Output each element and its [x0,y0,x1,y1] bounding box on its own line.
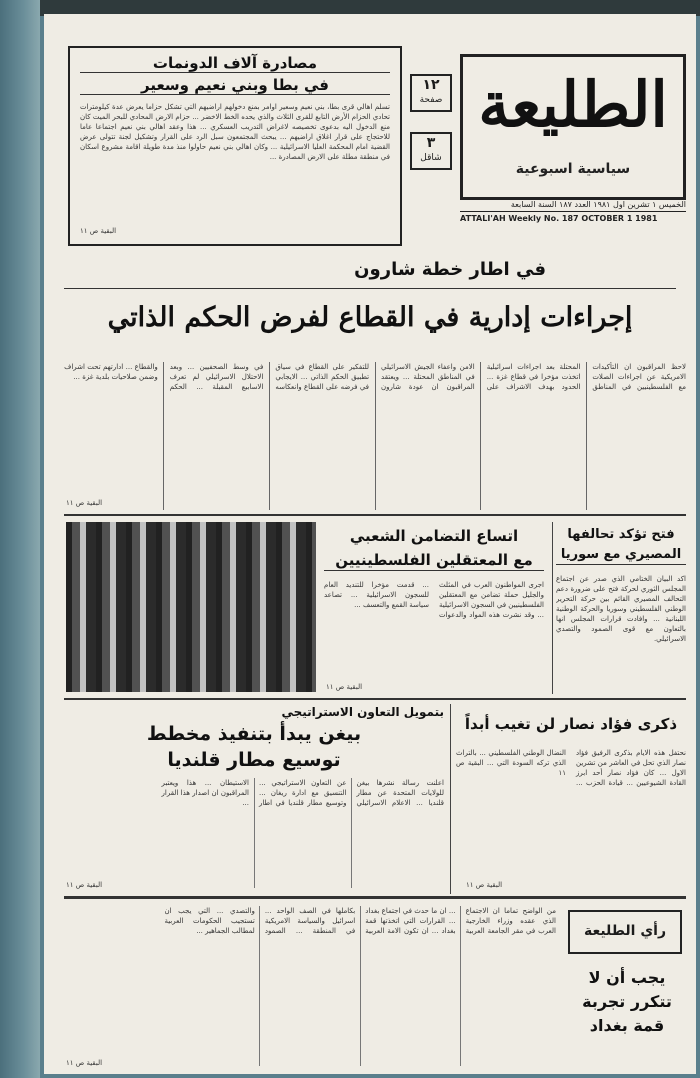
pages-label: صفحة [419,95,443,105]
date-line: الخميس ١ تشرين اول ١٩٨١ العدد ١٨٧ السنة السابعة [460,200,686,212]
pages-badge [410,74,452,112]
solidarity-continued: البقية ص ١١ [326,683,363,691]
syria-headline-1: فتح تؤكد تحالفها [567,527,675,542]
price-badge [410,132,452,170]
airport-body: اعلنت رسالة نشرها بيغن للولايات المتحدة عن مطار قلنديا ... الاعلام الاسرائيلي عن التعاون الاستراتيجي ... التنسيق مع ادارة ريغان ... وتوسيع مطار قلنديا في اطار الاستيطان ... هذا ويعتبر المراقبون ان اصدار هذا القرار ... [161,779,444,807]
solidarity-headline-1: اتساع التضامن الشعبي [349,527,519,545]
section-rule-3 [64,896,686,899]
main-body: لاحظ المراقبون ان التأكيدات الامريكية عن اجراءات الصلات مع الفلسطينيين في المناطق المحتلة بعد اجراءات اسرائيلية اتخذت مؤخرا في قطاع غزة ... الحدود بهدف الاشراف على الامن واعفاء الجيش الاسرائيلي في المناطق المحتلة ... ويعتقد المراقبون ان عودة شارون للتفكير على القطاع في سياق تطبيق الحكم الذاتي ... الايجابي في فرضه على القطاع وانعكاسه في وسط الصحفيين ... وبعد الاحتلال الاسرائيلي لم تعرف الاسابيع المقبلة ... الحكم والقطاع ... ادارتهم تحت اشراف وضمن صلاحيات بلدية غزة ... [64,363,686,391]
price-label: شاقل [420,153,442,163]
syria-rule [552,522,553,694]
section-rule-2 [64,698,686,700]
main-kicker: في اطار خطة شارون [354,259,546,280]
top-news-box [68,46,402,246]
top-headline-1: مصادرة آلاف الدونمات [80,54,390,73]
fouad-body: نحتفل هذه الايام بذكرى الرفيق فؤاد نصار الذي تحل في العاشر من تشرين الاول ... كان فؤاد نصار أحد ابرز القادة الشيوعيين ... قيادة الحزب ... النضال الوطني الفلسطيني ... بالتراث الذي تركه السودة التي ... البقية ص ١١ [456,749,686,787]
fouad-headline: ذكرى فؤاد نصار لن تغيب أبداً [464,715,678,733]
editorial-body: من الواضح تماما ان الاجتماع الذي عقده وزراء الخارجية العرب في مقر الجامعة العربية ... ان ما حدث في اجتماع بغداد ... القرارات التي اتخذتها قمة بغداد ... ان تكون الامة العربية بكاملها في الصف الواحد ... اسرائيل والسياسة الامريكية في المنطقة ... الصمود والتصدي ... التي يجب ان تستجيب الحكومات العربية لمطالب الجماهير ... [164,907,556,935]
syria-headline-2: المصيري مع سوريا [556,546,686,565]
english-line: ATTALI'AH Weekly No. 187 OCTOBER 1 1981 [460,214,658,223]
editorial-continued: البقية ص ١١ [66,1059,103,1067]
airport-headline-2: توسيع مطار قلنديا [167,749,341,771]
top-body: تسلم اهالي قرى بطا، بني نعيم وسعير اوامر بمنع دخولهم اراضيهم التي تشكل حزاما يعرض عدة كيلومترات تحادي الحزام الأرض التابع للقرى الثلاث والذي يحده الخط الاخضر ... حزام الارض المحادي للبحر الميت كان منع الدخول اليه بدعوى تخصيصه لاغراض التدريب العسكري ... هذا وعقد اهالي بني نعيم اجتماعا عاما للاحتجاج على قرار اغلاق اراضيهم ... يبحث المجتمعون سبل الرد على القرار وتشكيل لجنة تتولى عرض القضية امام المحكمة العليا الاسرائيلية ... وكان اهالي بني نعيم حاولوا منذ مدة طويلة اقامة مشروع اسكان في منطقة مطلة على الارض المصادرة ... [80,103,390,161]
pages-number: ١٢ [422,77,440,93]
solidarity-body: اجرى المواطنون العرب في المثلث والجليل حملة تضامن مع المعتقلين الفلسطينيين في السجون الاسرائيلية ... وقد نشرت هذه المواد والدعوات ... قدمت مؤخرا للتنديد العام للسجون الاسرائيلية ... تصاعد سياسة القمع والتعسف ... [324,581,544,619]
newspaper-page [44,14,696,1074]
top-continued: البقية ص ١١ [80,227,117,235]
main-headline: إجراءات إدارية في القطاع لفرض الحكم الذاتي [107,302,633,333]
editorial-headline: يجب أن لا تتكرر تجربة قمة بغداد [582,968,672,1035]
editorial-label: رأي الطليعة [583,923,667,939]
airport-headline-1: بيغن يبدأ بتنفيذ مخطط [146,723,362,745]
section-rule-1 [64,514,686,516]
masthead-subtitle: سياسية اسبوعية [515,161,631,177]
fouad-continued: البقية ص ١١ [466,881,503,889]
solidarity-headline-2: مع المعتقلين الفلسطينيين [324,550,544,571]
airport-kicker: بتمويل التعاون الاستراتيجي [281,705,444,719]
kicker-rule [64,288,676,289]
airport-continued: البقية ص ١١ [66,881,103,889]
main-continued: البقية ص ١١ [66,499,103,507]
editorial-label-box [568,910,682,954]
top-headline-2: في بطا وبني نعيم وسعير [80,76,390,95]
prisoners-photo [66,522,316,692]
fouad-rule [450,704,451,894]
masthead-box [460,54,686,200]
syria-body: اكد البيان الختامي الذي صدر عن اجتماع المجلس الثوري لحركة فتح على ضرورة دعم التحالف المصيري القائم بين حركة التحرير الوطني الفلسطيني وسوريا والحركة الوطنية اللبنانية ... وافادت قرارات المجلس انها بالتعاون مع قوى الصمود والتصدي الاسرائيلي. [556,575,686,643]
binder-edge [0,0,40,1078]
price-number: ٣ [426,135,436,151]
masthead-logo: الطليعة [478,68,668,141]
